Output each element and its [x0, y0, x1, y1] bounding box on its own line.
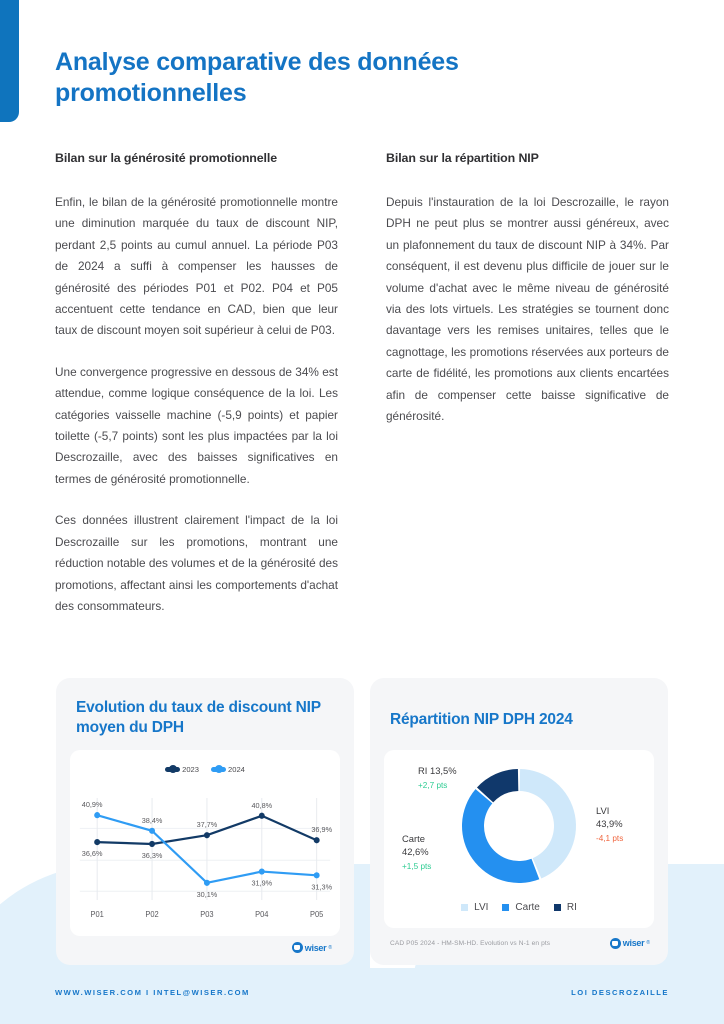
- svg-text:30,1%: 30,1%: [196, 889, 218, 899]
- donut-label-ri-delta: +2,7 pts: [418, 781, 448, 790]
- legend-label-ri: RI: [566, 902, 577, 913]
- svg-text:36,9%: 36,9%: [311, 825, 333, 835]
- donut-label-carte-pct: 42,6%: [402, 846, 429, 857]
- footer-topic: LOI DESCROZAILLE: [571, 988, 669, 997]
- left-paragraph-3: Ces données illustrent clairement l'impact de la loi Descrozaille sur les promotions, montrant une réduction notable des volumes et de la générosité des promotions, affectant ainsi les comportements d'achat des consommateurs.: [55, 513, 338, 613]
- legend-swatch-icon-carte: [502, 904, 509, 911]
- svg-text:38,4%: 38,4%: [141, 815, 163, 825]
- legend-label-2023: 2023: [182, 764, 199, 774]
- legend-label-carte: Carte: [515, 902, 540, 913]
- svg-text:36,3%: 36,3%: [141, 850, 163, 861]
- legend-label-2024: 2024: [228, 764, 245, 774]
- svg-text:P02: P02: [145, 909, 159, 920]
- left-paragraph-1: Enfin, le bilan de la générosité promotionnelle montre une diminution marquée du taux de discount NIP, perdant 2,5 points au cumul annuel. La période P03 de 2024 a suffi à compenser les hausses de générosité des périodes P01 et P02. P04 et P05 accentuent cette tendance en CAD, bien que leur taux de discount moyen soit supérieur à celui de P03.: [55, 195, 338, 338]
- svg-text:31,9%: 31,9%: [251, 878, 273, 888]
- donut-slice-carte[interactable]: [462, 789, 539, 883]
- svg-text:40,8%: 40,8%: [251, 800, 273, 810]
- wiser-logo-donut-card: [610, 938, 650, 949]
- donut-footnote-text: CAD P05 2024 - HM-SM-HD. Evolution vs N-1 en pts: [390, 939, 551, 947]
- donut-label-lvi-name: LVI: [596, 805, 610, 816]
- donut-wrap: [390, 760, 648, 900]
- wiser-logo-text: wiser: [622, 938, 645, 948]
- footer-contact[interactable]: WWW.WISER.COM I INTEL@WISER.COM: [55, 988, 250, 997]
- legend-item-2024[interactable]: [211, 765, 245, 774]
- wiser-logo-line-card: [70, 942, 332, 953]
- content-columns: [55, 150, 669, 617]
- svg-text:P01: P01: [90, 909, 104, 920]
- donut-chart-svg: [453, 760, 585, 892]
- svg-text:37,7%: 37,7%: [196, 820, 218, 830]
- donut-label-lvi: [596, 804, 623, 845]
- legend-item-carte[interactable]: [502, 902, 539, 913]
- legend-item-ri[interactable]: [554, 902, 577, 913]
- right-column-heading: Bilan sur la répartition NIP: [386, 151, 539, 165]
- legend-label-lvi: LVI: [474, 902, 489, 913]
- line-chart-plot: [70, 750, 340, 936]
- legend-item-lvi[interactable]: [461, 902, 488, 913]
- donut-label-carte-name: Carte: [402, 833, 425, 844]
- line-chart-title: Evolution du taux de discount NIP moyen du DPH: [76, 699, 321, 736]
- donut-chart-title: Répartition NIP DPH 2024: [390, 711, 573, 728]
- wiser-mark-icon: [292, 942, 303, 953]
- donut-label-carte-delta: +1,5 pts: [402, 862, 432, 871]
- donut-chart-plot: [384, 750, 654, 928]
- donut-card-footnote: [390, 936, 650, 950]
- right-paragraph-1: Depuis l'instauration de la loi Descrozaille, le rayon DPH ne peut plus se montrer aussi généreux, avec un plafonnement du taux de discount NIP à 34%. Par conséquent, il est devenu plus difficile de jouer sur le volume d'achat avec le même niveau de générosité via des lots virtuels. Les stratégies se tournent donc davantage vers les remises unitaires, telles que le cagnottage, les promotions réservées aux porteurs de carte de fidélité, les promotions aux clients encartées afin de compenser cette baisse significative de générosité.: [386, 195, 669, 424]
- svg-text:36,6%: 36,6%: [81, 848, 103, 859]
- donut-label-carte: [402, 832, 431, 873]
- left-column: [55, 150, 338, 617]
- accent-bar: [0, 0, 19, 122]
- wiser-trademark-icon: ®: [646, 940, 650, 946]
- wiser-logo-text: wiser: [304, 942, 327, 953]
- legend-marker-icon-2024: [211, 767, 226, 772]
- left-paragraph-2: Une convergence progressive en dessous de 34% est attendue, comme logique conséquence de la loi. Les catégories vaisselle machine (-5,9 points) et papier toilette (-5,7 points) sont les plus impactées par la loi Descrozaille, avec des baisses significatives en termes de générosité promotionnelle.: [55, 364, 338, 486]
- donut-label-ri: [418, 764, 457, 792]
- legend-item-2023[interactable]: [165, 765, 199, 774]
- line-chart-card: [56, 678, 354, 965]
- page-footer: [55, 988, 669, 997]
- right-column: [386, 150, 669, 617]
- svg-text:P03: P03: [200, 909, 214, 920]
- legend-swatch-icon-lvi: [461, 904, 468, 911]
- donut-label-ri-name: RI 13,5%: [418, 765, 457, 776]
- svg-text:40,9%: 40,9%: [81, 800, 103, 810]
- page-title: Analyse comparative des données promotionnelles: [55, 48, 459, 107]
- donut-label-lvi-delta: -4,1 pts: [596, 834, 624, 843]
- chart-cards: [56, 678, 668, 965]
- wiser-mark-icon: [610, 938, 621, 949]
- line-chart-legend: [76, 762, 334, 776]
- legend-swatch-icon-ri: [554, 904, 561, 911]
- svg-text:P04: P04: [255, 909, 269, 920]
- legend-marker-icon-2023: [165, 767, 180, 772]
- donut-chart-card: [370, 678, 668, 965]
- donut-chart-legend: [390, 902, 648, 913]
- wiser-trademark-icon: ®: [328, 944, 332, 951]
- donut-label-lvi-pct: 43,9%: [596, 818, 623, 829]
- svg-text:31,3%: 31,3%: [311, 882, 333, 892]
- line-chart-svg: [76, 776, 334, 926]
- svg-text:P05: P05: [309, 909, 324, 920]
- left-column-heading: Bilan sur la générosité promotionnelle: [55, 151, 278, 165]
